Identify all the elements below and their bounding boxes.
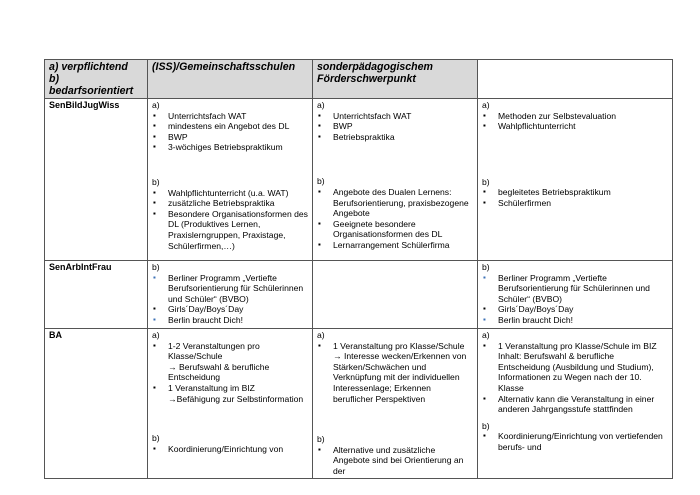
list-item — [482, 111, 668, 122]
bullet-icon: ▪ — [318, 110, 321, 120]
section-b-label: b) — [317, 434, 325, 445]
bullet-icon: ▪ — [483, 304, 486, 314]
list-item-text: Girls´Day/Boys´Day — [168, 304, 244, 315]
list-item-text: 1 Veranstaltung pro Klasse/Schule — [333, 340, 465, 351]
list-item-text: begleitetes Betriebspraktikum — [498, 187, 611, 198]
section-b-label: b) — [317, 176, 325, 187]
list — [317, 187, 473, 251]
list — [482, 111, 668, 132]
section-b-label: b) — [152, 176, 160, 187]
list-item — [317, 111, 473, 122]
cell-senarb-iss — [148, 261, 313, 329]
list-item — [317, 240, 473, 251]
section-a-label: a) — [152, 330, 160, 340]
section-a-label: a) — [152, 100, 160, 110]
list-item — [482, 304, 668, 315]
section-a-label: a) — [317, 100, 325, 110]
header-col3-line1: sonderpädagogischem — [317, 61, 433, 73]
list-item — [317, 219, 473, 240]
section-b-label: b) — [152, 262, 160, 272]
bullet-icon: ▪ — [318, 239, 321, 249]
bullet-icon: ▪ — [153, 304, 156, 314]
list-item-text: Wahlpflichtunterricht — [498, 121, 576, 132]
bullet-icon: ▪ — [483, 187, 486, 197]
bullet-icon: ▪ — [153, 382, 156, 392]
header-col2: (ISS)/Gemeinschaftsschulen — [148, 60, 313, 99]
section-b-label: b) — [482, 420, 490, 431]
bullet-icon: ▪ — [483, 431, 486, 441]
list — [317, 445, 473, 477]
list-item — [482, 431, 668, 452]
bullet-icon: ▪ — [483, 197, 486, 207]
bullet-icon: ▪ — [318, 131, 321, 141]
bullet-icon: ▪ — [153, 272, 156, 282]
list-item — [482, 315, 668, 326]
list-item — [317, 445, 473, 477]
bullet-icon: ▪ — [483, 110, 486, 120]
bullet-icon: ▪ — [153, 340, 156, 350]
list-item-text: zusätzliche Betriebspraktika — [168, 198, 275, 209]
cell-senarb-sp — [313, 261, 478, 329]
cell-senbild-c4 — [478, 99, 673, 261]
career-orientation-table — [44, 59, 673, 479]
section-a-label: a) — [317, 330, 325, 340]
bullet-icon: ▪ — [153, 208, 156, 218]
list-item-text: 1-2 Veranstaltungen pro Klasse/Schule — [168, 340, 260, 362]
list-item-text: → Berufswahl & berufliche Entscheidung — [168, 361, 270, 383]
list — [152, 188, 308, 252]
header-col4 — [478, 60, 673, 99]
bullet-icon: ▪ — [153, 198, 156, 208]
cell-ba-c4 — [478, 329, 673, 479]
list — [152, 341, 308, 405]
list-item — [317, 121, 473, 132]
section-b-label: b) — [482, 262, 490, 272]
list-item-text: Berliner Programm „Vertiefte Berufsorientierung für Schülerinnen und Schüler“ (BVBO) — [498, 272, 650, 304]
list — [317, 111, 473, 143]
list-item-text: Inhalt: Berufswahl & berufliche Entscheidung (Ausbildung und Studium), Informationen zu Wegen nach der 10. Klasse — [498, 351, 654, 393]
list — [317, 341, 473, 405]
table-row-senbild — [45, 99, 673, 261]
row-label-senbild: SenBildJugWiss — [45, 99, 148, 261]
list-item-text: → Interesse wecken/Erkennen von Stärken/Schwächen und Verknüpfung mit der individuellen Interessenlage; Erkennen beruflicher Perspektiven — [333, 351, 467, 404]
header-col1 — [45, 60, 148, 99]
list-item-text: Geeignete besondere Organisationsformen des DL — [333, 218, 443, 240]
list — [482, 273, 668, 326]
list-item — [152, 111, 308, 122]
list-item — [152, 341, 308, 383]
list-item — [152, 121, 308, 132]
bullet-icon: ▪ — [483, 272, 486, 282]
list-item-text: 1 Veranstaltung pro Klasse/Schule im BIZ — [498, 340, 657, 351]
bullet-icon: ▪ — [153, 131, 156, 141]
list — [152, 273, 308, 326]
section-b-label: b) — [152, 433, 160, 444]
list-item — [482, 341, 668, 394]
list-item-text: 3-wöchiges Betriebspraktikum — [168, 142, 283, 153]
list-item-text: Lernarrangement Schülerfirma — [333, 239, 450, 250]
list-item — [152, 132, 308, 143]
cell-senarb-c4 — [478, 261, 673, 329]
list-item — [317, 341, 473, 405]
list-item-text: 1 Veranstaltung im BIZ — [168, 382, 255, 393]
table-row-senarb — [45, 261, 673, 329]
list-item-text: mindestens ein Angebot des DL — [168, 121, 290, 132]
list-item-text: Angebote des Dualen Lernens: Berufsorientierung, praxisbezogene Angebote — [333, 186, 469, 219]
list-item-text: Alternativ kann die Veranstaltung in einer anderen Jahrgangsstufe stattfinden — [498, 393, 655, 415]
header-col3 — [313, 60, 478, 99]
bullet-icon: ▪ — [153, 110, 156, 120]
list-item — [152, 273, 308, 305]
header-col1-line2: b) bedarfsorientiert — [49, 73, 134, 97]
list-item — [482, 198, 668, 209]
list-item-text: Unterrichtsfach WAT — [168, 110, 247, 121]
list-item — [152, 188, 308, 199]
list-item-text: Girls´Day/Boys´Day — [498, 304, 574, 315]
bullet-icon: ▪ — [153, 142, 156, 152]
list-item — [482, 121, 668, 132]
section-a-label: a) — [482, 100, 490, 110]
header-col3-line2: Förderschwerpunkt — [317, 73, 416, 85]
list — [482, 341, 668, 415]
bullet-icon: ▪ — [318, 121, 321, 131]
list-item — [152, 383, 308, 404]
bullet-icon: ▪ — [318, 340, 321, 350]
list-item — [152, 209, 308, 251]
list-item — [482, 394, 668, 415]
list-item-text: Methoden zur Selbstevaluation — [498, 110, 617, 121]
list-item — [482, 187, 668, 198]
section-b-label: b) — [482, 176, 490, 187]
list-item — [152, 142, 308, 153]
bullet-icon: ▪ — [153, 187, 156, 197]
list-item-text: Unterrichtsfach WAT — [333, 110, 412, 121]
list-item — [152, 444, 308, 455]
section-a-label: a) — [482, 330, 490, 340]
list-item-text: Koordinierung/Einrichtung von vertiefenden berufs- und — [498, 431, 663, 452]
list-item-text: Berliner Programm „Vertiefte Berufsorientierung für Schülerinnen und Schüler“ (BVBO) — [168, 272, 304, 304]
bullet-icon: ▪ — [483, 393, 486, 403]
cell-senbild-sp — [313, 99, 478, 261]
table-header-row — [45, 60, 673, 99]
cell-ba-sp — [313, 329, 478, 479]
bullet-icon: ▪ — [318, 186, 321, 196]
bullet-icon: ▪ — [153, 121, 156, 131]
list-item-text: Schülerfirmen — [498, 197, 552, 208]
list-item — [152, 304, 308, 315]
list-item-text: Koordinierung/Einrichtung von — [168, 443, 284, 454]
cell-senbild-iss — [148, 99, 313, 261]
list-item — [482, 273, 668, 305]
list-item-text: BWP — [168, 131, 188, 142]
table-row-ba — [45, 329, 673, 479]
bullet-icon: ▪ — [483, 340, 486, 350]
list-item-text: BWP — [333, 121, 353, 132]
list-item-text: Betriebspraktika — [333, 131, 395, 142]
bullet-icon: ▪ — [483, 314, 486, 324]
list-item — [317, 187, 473, 219]
list-item-text: Berlin braucht Dich! — [498, 314, 573, 325]
list-item — [152, 315, 308, 326]
header-col1-line1: a) verpflichtend — [49, 61, 128, 73]
list-item-text: Berlin braucht Dich! — [168, 314, 243, 325]
list-item-text: Wahlpflichtunterricht (u.a. WAT) — [168, 187, 289, 198]
row-label-ba: BA — [45, 329, 148, 479]
cell-ba-iss — [148, 329, 313, 479]
list — [482, 187, 668, 208]
bullet-icon: ▪ — [153, 314, 156, 324]
list — [152, 444, 308, 455]
list — [152, 111, 308, 153]
bullet-icon: ▪ — [153, 443, 156, 453]
row-label-senarb: SenArbIntFrau — [45, 261, 148, 329]
bullet-icon: ▪ — [318, 218, 321, 228]
list-item-text: Alternative und zusätzliche Angebote sind bei Orientierung an der — [333, 444, 464, 476]
list-item — [317, 132, 473, 143]
list-item-text: →Befähigung zur Selbstinformation — [168, 393, 304, 404]
list-item-text: Besondere Organisationsformen des DL (Produktives Lernen, Praxislerngruppen, Praxistage, Schülerfirmen,…) — [168, 208, 308, 251]
list-item — [152, 198, 308, 209]
bullet-icon: ▪ — [483, 121, 486, 131]
list — [482, 431, 668, 452]
bullet-icon: ▪ — [318, 444, 321, 454]
